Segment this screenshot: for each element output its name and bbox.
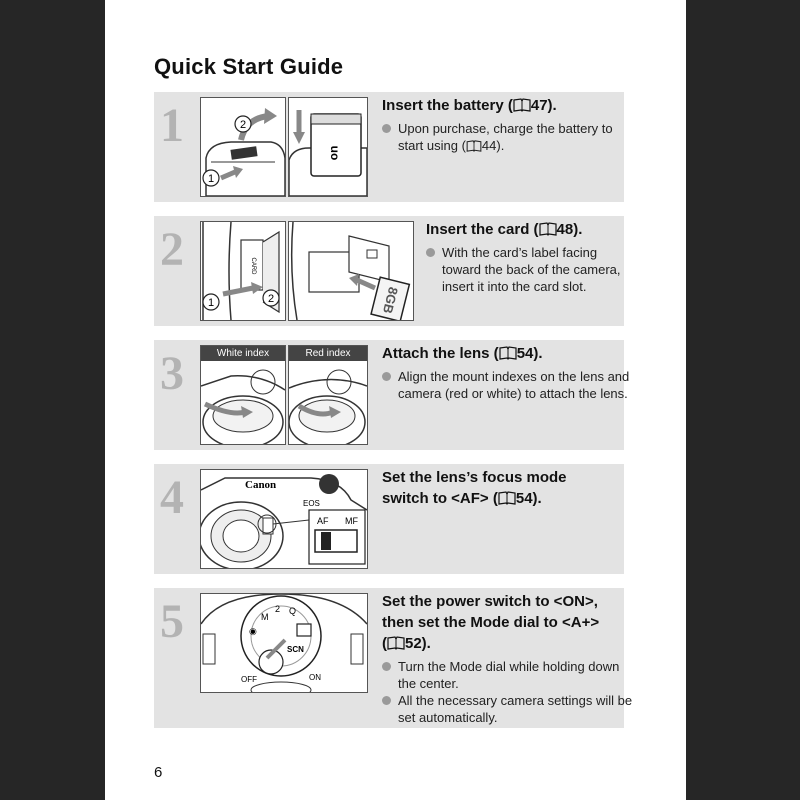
bullet-dot [382, 662, 391, 671]
svg-text:MF: MF [345, 516, 358, 526]
battery-illustration-open [200, 97, 286, 197]
card-slot-illustration-open [200, 221, 286, 321]
step-number: 1 [160, 99, 184, 152]
bullet-dot [382, 124, 391, 133]
lens-red-index-illustration [288, 345, 368, 445]
svg-text:EOS: EOS [303, 499, 320, 508]
step-3-bullet: Align the mount indexes on the lens and camera (red or white) to attach the lens. [382, 368, 634, 402]
battery-illustration-insert [288, 97, 368, 197]
step-number: 5 [160, 595, 184, 648]
book-icon [539, 222, 557, 236]
svg-text:uo: uo [328, 145, 342, 161]
svg-text:2: 2 [275, 604, 281, 614]
book-icon [498, 491, 516, 505]
lens-white-index-illustration [200, 345, 286, 445]
svg-text:8GB: 8GB [379, 285, 401, 316]
step-1-heading: Insert the battery ( 47). [382, 97, 557, 114]
svg-text:OFF: OFF [241, 675, 257, 684]
svg-text:◉: ◉ [249, 626, 257, 636]
svg-text:2: 2 [239, 119, 247, 131]
svg-text:Q: Q [289, 606, 297, 616]
left-border [0, 0, 105, 800]
bullet-dot [426, 248, 435, 257]
card-slot-illustration-insert [288, 221, 414, 321]
svg-text:Canon: Canon [245, 479, 277, 491]
book-icon [499, 346, 517, 360]
mode-dial-illustration [200, 593, 368, 693]
step-4-heading: Set the lens’s focus mode switch to <AF> ( 54). [382, 469, 567, 507]
bullet-dot [382, 696, 391, 705]
page-title: Quick Start Guide [154, 54, 344, 79]
step-5-heading: Set the power switch to <ON>, then set the Mode dial to <A+> ( 52). [382, 593, 600, 652]
svg-text:2: 2 [267, 293, 275, 305]
step-number: 4 [160, 471, 184, 524]
right-border [686, 0, 800, 800]
page-number: 6 [154, 764, 163, 781]
svg-text:1: 1 [207, 297, 215, 309]
step-number: 2 [160, 223, 184, 276]
book-icon [513, 98, 531, 112]
step-number: 3 [160, 347, 184, 400]
step-5 [154, 588, 633, 728]
step-2 [154, 216, 624, 326]
focus-switch-illustration [200, 469, 368, 569]
white-index-label: White index [201, 346, 285, 361]
step-2-heading: Insert the card ( 48). [426, 221, 583, 238]
step-5-bullet-2: All the necessary camera settings will be set automatically. [382, 692, 634, 726]
svg-text:CARD: CARD [250, 257, 256, 275]
step-1-bullet: Upon purchase, charge the battery to start using ( 44). [382, 120, 634, 154]
step-2-bullet: With the card’s label facing toward the back of the camera, insert it into the card slot. [426, 244, 628, 295]
svg-text:ON: ON [309, 673, 321, 682]
step-3 [154, 340, 630, 450]
svg-text:SCN: SCN [287, 645, 304, 654]
svg-text:AF: AF [317, 516, 329, 526]
bullet-dot [382, 372, 391, 381]
step-5-bullet-1: Turn the Mode dial while holding down the center. [382, 658, 634, 692]
svg-text:M: M [261, 612, 269, 622]
red-index-label: Red index [289, 346, 367, 361]
step-1 [154, 92, 624, 202]
svg-text:1: 1 [207, 173, 215, 185]
step-3-heading: Attach the lens ( 54). [382, 345, 543, 362]
step-4 [154, 464, 624, 574]
book-icon [387, 636, 405, 650]
book-icon [466, 140, 482, 152]
